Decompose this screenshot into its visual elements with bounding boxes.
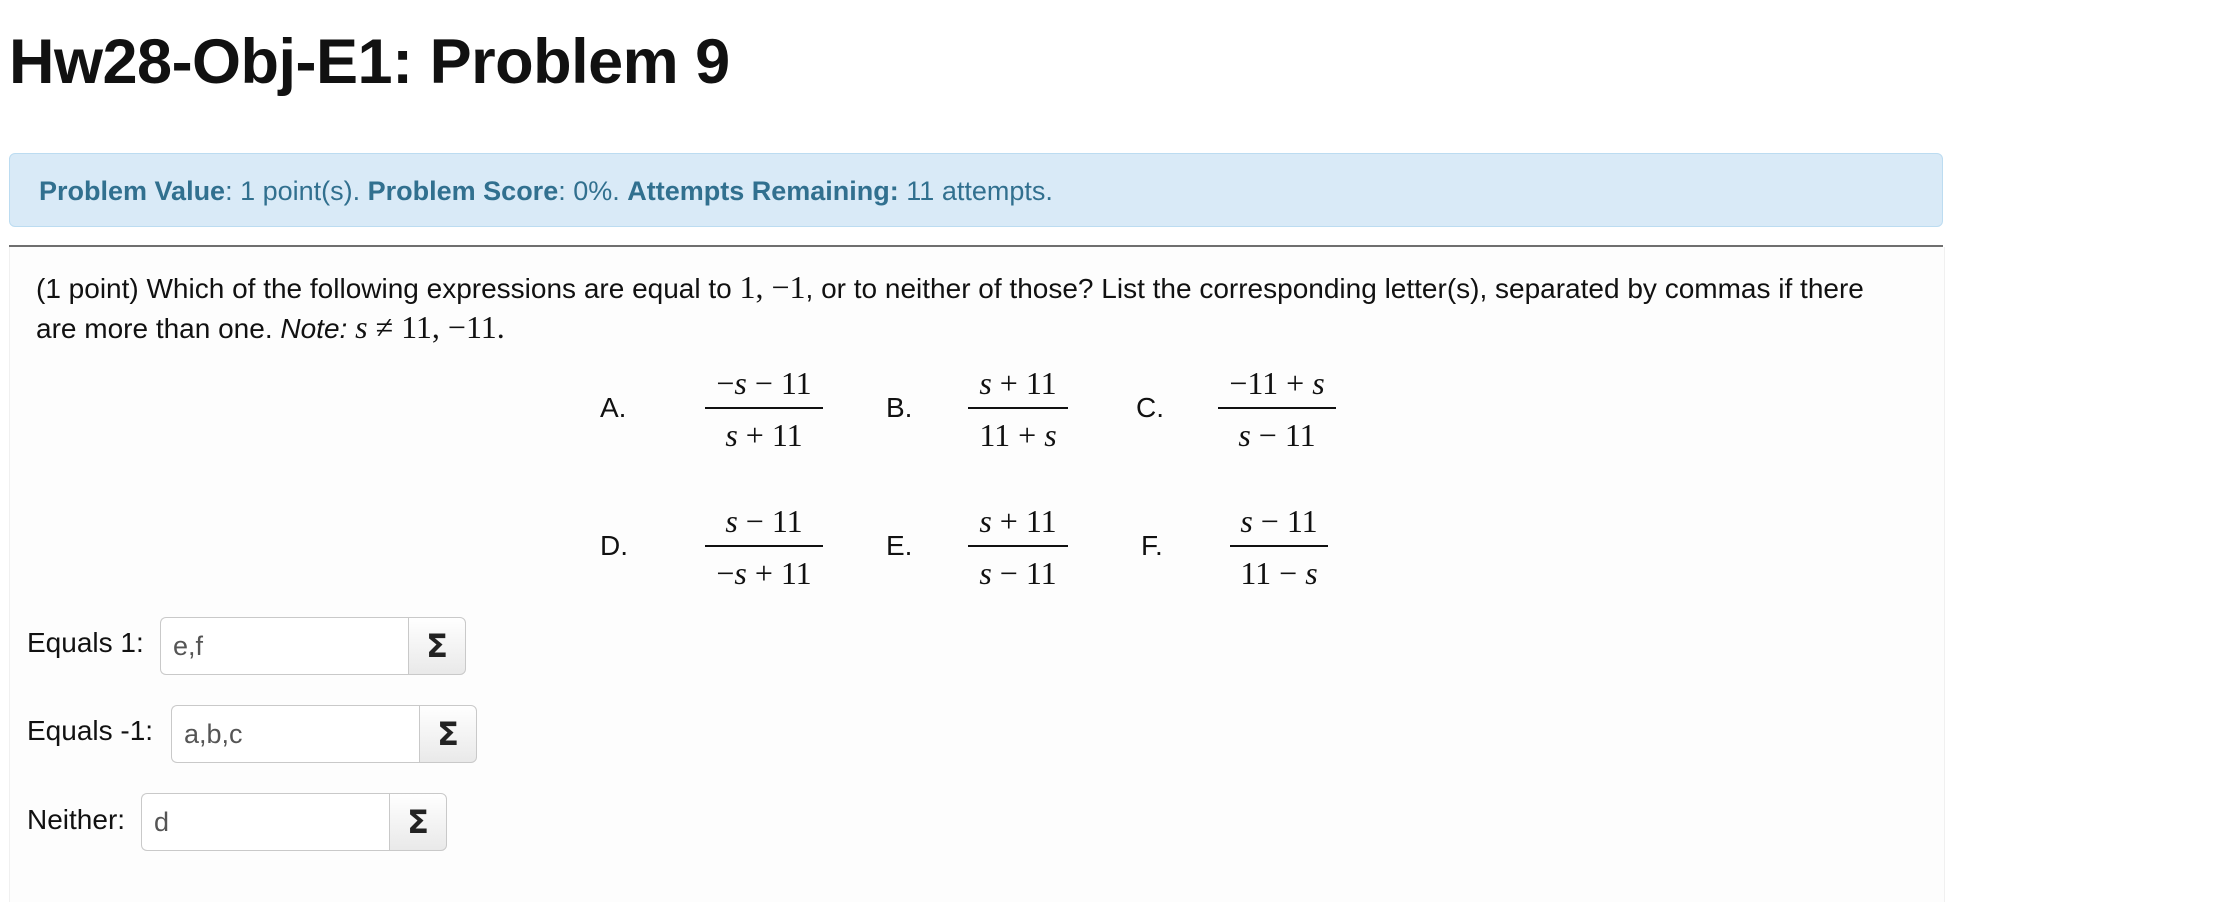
fraction-bar (1218, 407, 1336, 409)
choice-d-numerator: s − 11 (725, 503, 803, 539)
problem-body (9, 247, 1945, 902)
choice-f-fraction (1230, 503, 1328, 591)
choice-c-denominator: s − 11 (1238, 417, 1316, 453)
neither-label: Neither: (27, 804, 126, 835)
choice-b-numerator: s + 11 (979, 365, 1057, 401)
sigma-icon: Σ (426, 627, 448, 665)
equals-neg1-answer-group (171, 705, 477, 763)
neither-input[interactable] (141, 793, 389, 851)
choice-d-denominator: −s + 11 (716, 555, 812, 591)
problem-info-bar (9, 153, 1943, 227)
choice-e-numerator: s + 11 (979, 503, 1057, 539)
equals-1-equation-editor-button[interactable] (408, 617, 466, 675)
fraction-bar (968, 407, 1068, 409)
equals-1-input[interactable] (160, 617, 408, 675)
fraction-bar (968, 545, 1068, 547)
choice-d-fraction (705, 503, 823, 591)
prompt-note-label: Note: (280, 313, 348, 344)
prompt-note-condition: ≠ 11, −11. (367, 309, 505, 345)
attempts-remaining-text: 11 attempts. (898, 176, 1053, 206)
attempts-remaining-label: Attempts Remaining: (627, 176, 899, 206)
choice-e-fraction (968, 503, 1068, 591)
problem-value-text: : 1 point(s). (225, 176, 368, 206)
choice-d-letter: D. (600, 530, 628, 561)
fraction-bar (705, 407, 823, 409)
prompt-text-continued: , or to neither of those? List the corresponding letter(s), separated by commas if there (805, 273, 1864, 304)
choice-e-letter: E. (886, 530, 913, 561)
sigma-icon: Σ (437, 715, 459, 753)
choice-a-letter: A. (600, 392, 627, 423)
neither-equation-editor-button[interactable] (389, 793, 447, 851)
sigma-icon: Σ (407, 803, 429, 841)
prompt-note-variable: s (355, 309, 368, 345)
choice-e-denominator: s − 11 (979, 555, 1057, 591)
problem-value-label: Problem Value (39, 176, 226, 206)
equals-neg1-input[interactable] (171, 705, 419, 763)
problem-score-text: : 0%. (558, 176, 628, 206)
choice-f-denominator: 11 − s (1240, 555, 1318, 591)
problem-prompt-line-2 (36, 307, 1926, 349)
choice-c-letter: C. (1136, 392, 1164, 423)
problem-score-label: Problem Score (367, 176, 559, 206)
choice-b-letter: B. (886, 392, 913, 423)
choice-a-fraction (705, 365, 823, 453)
neither-answer-group (141, 793, 447, 851)
choice-f-letter: F. (1141, 530, 1163, 561)
prompt-text: (1 point) Which of the following expressions are equal to (36, 273, 740, 304)
prompt-math-values: 1, −1 (739, 269, 806, 305)
page-title: Hw28-Obj-E1: Problem 9 (9, 27, 730, 97)
choice-a-numerator: −s − 11 (716, 365, 812, 401)
equals-neg1-equation-editor-button[interactable] (419, 705, 477, 763)
equals-1-answer-group (160, 617, 466, 675)
choice-b-denominator: 11 + s (979, 417, 1057, 453)
choice-b-fraction (968, 365, 1068, 453)
choice-f-numerator: s − 11 (1240, 503, 1318, 539)
fraction-bar (1230, 545, 1328, 547)
fraction-bar (705, 545, 823, 547)
choice-c-fraction (1218, 365, 1336, 453)
equals-1-label: Equals 1: (27, 627, 144, 658)
problem-prompt-line-1 (36, 267, 1926, 309)
equals-neg1-label: Equals -1: (27, 715, 154, 746)
choice-c-numerator: −11 + s (1229, 365, 1325, 401)
prompt-text-line2: are more than one. (36, 313, 281, 344)
choice-a-denominator: s + 11 (725, 417, 803, 453)
